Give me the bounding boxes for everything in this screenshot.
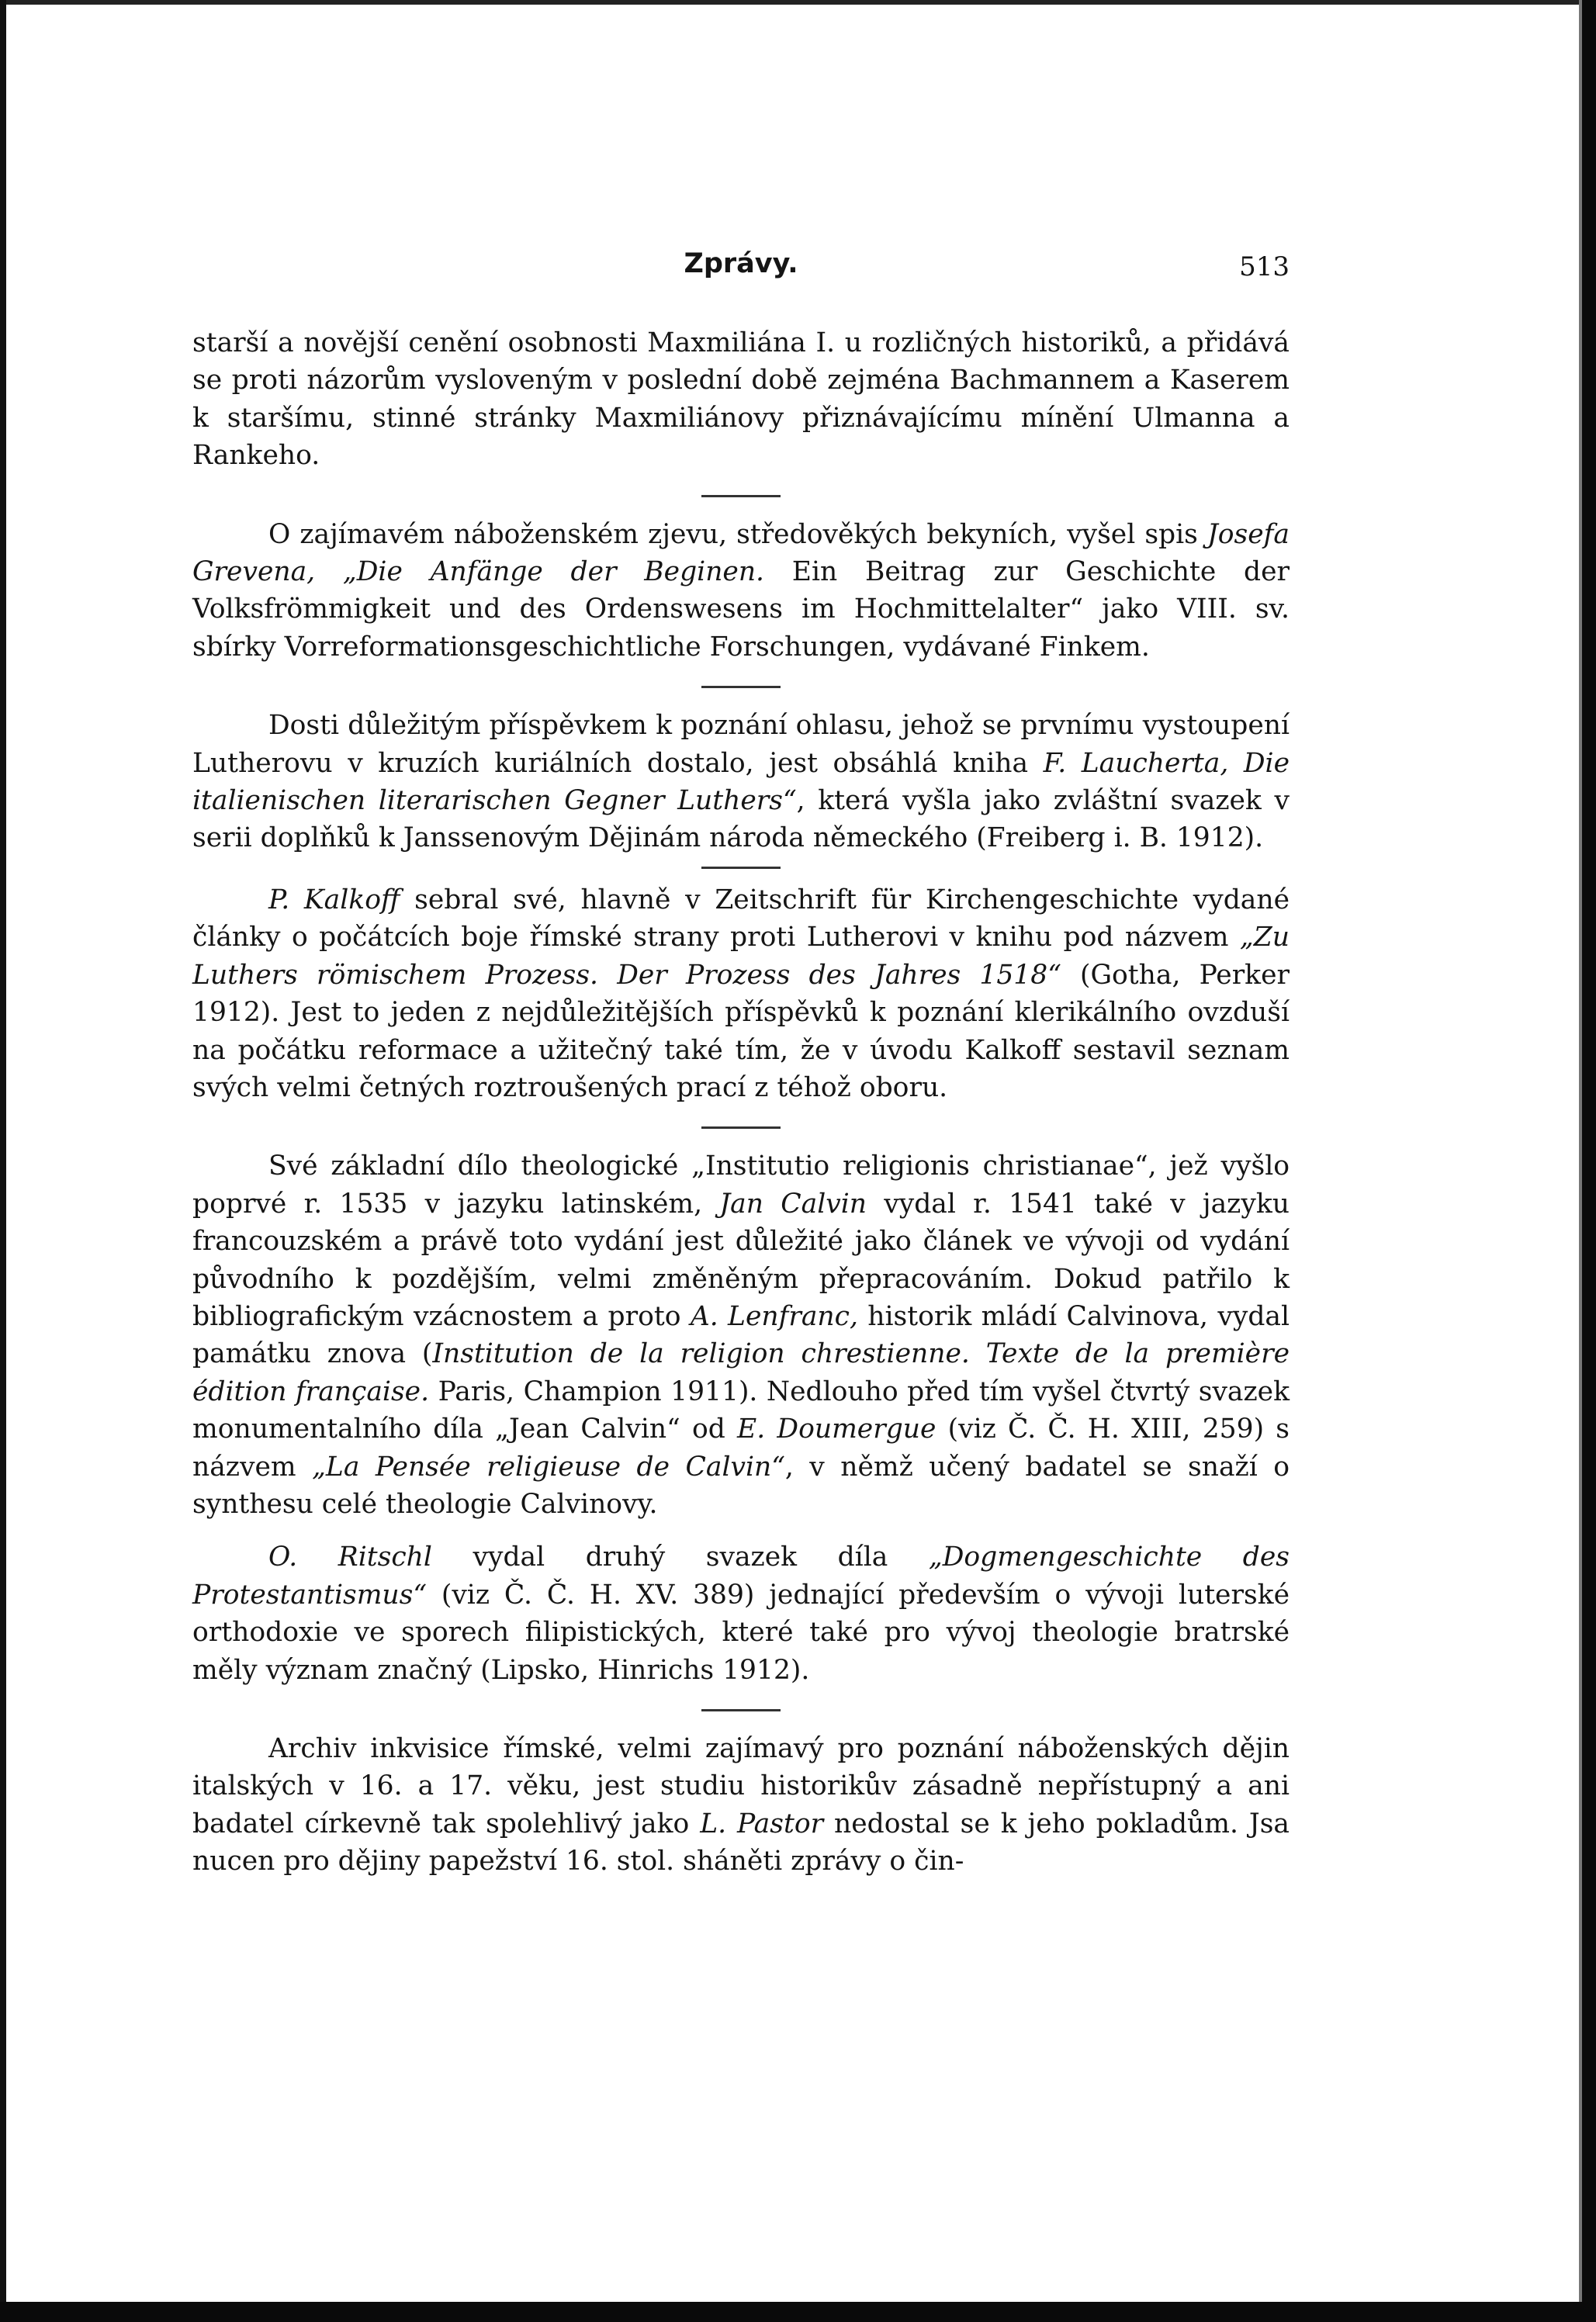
text-run: (viz Č. Č. H. XIII, 259) s názvem — [192, 1414, 1290, 1483]
text-run: vydal r. 1541 také v jazyku francouzském a právě toto vydání jest důležité jako článek ve vývoji od vydání původního k pozdějším, velmi změněným přepracováním. Dokud patřilo k bibliografickým vzácnostem a proto — [192, 1188, 1290, 1332]
paragraph — [192, 1538, 1290, 1689]
separator-rule — [701, 686, 781, 688]
text-run: (viz Č. Č. H. XV. 389) jednající především o vývoji luterské orthodoxie ve sporech filipistických, které také pro vývoj theologie bratrské měly význam značný (Lipsko, Hinrichs 1912). — [192, 1579, 1290, 1686]
text-run: starší a novější cenění osobnosti Maxmiliána I. u rozličných historiků, a přidává se proti názorům vysloveným v poslední době zejména Bachmannem a Kaserem k staršímu, stinné stránky Maxmiliánovy přiznávajícímu mínění Ulmanna a Rankeho. — [192, 327, 1290, 472]
running-header — [192, 248, 1290, 287]
text-run: , v němž učený badatel se snaží o synthesu celé theologie Calvinovy. — [192, 1451, 1290, 1520]
text-run: O zajímavém náboženském zjevu, středověkých bekyních, vyšel spis — [268, 518, 1207, 550]
text-run: , která vyšla jako zvláštní svazek v serii doplňků k Janssenovým Dějinám národa německého (Freiberg i. B. 1912). — [192, 785, 1290, 854]
italic-text-run: E. Doumergue — [737, 1414, 936, 1445]
italic-text-run: Jan Calvin — [719, 1188, 867, 1220]
italic-text-run: Josefa Grevena, „Die Anfänge der Beginen. — [192, 518, 1290, 588]
italic-text-run: O. Ritschl — [268, 1542, 432, 1573]
paragraph — [192, 881, 1290, 1106]
text-run: Dosti důležitým příspěvkem k poznání ohlasu, jehož se prvnímu vystoupení Lutherovu v kruzích kuriálních dostalo, jest obsáhlá kniha — [192, 710, 1290, 779]
text-run: (Gotha, Perker 1912). Jest to jeden z nejdůležitějších příspěvků k poznání klerikálního ovzduší na počátku reformace a užitečný také tím, že v úvodu Kalkoff sestavil seznam svých velmi četných roztroušených prací z téhož oboru. — [192, 959, 1290, 1103]
italic-text-run: F. Laucherta, Die italienischen literarischen Gegner Luthers“ — [192, 747, 1290, 817]
scan-edge-bottom — [0, 2302, 1596, 2322]
separator-rule — [701, 1709, 781, 1711]
text-run: Ein Beitrag zur Geschichte der Volksfrömmigkeit und des Ordenswesens im Hochmittelalter“ jako VIII. sv. sbírky Vorreformationsgeschichtliche Forschungen, vydávané Finkem. — [192, 556, 1290, 663]
paragraph — [192, 1730, 1290, 1881]
paragraph — [192, 707, 1290, 857]
text-run: Své základní dílo theologické „Institutio religionis christianae“, jež vyšlo poprvé r. 1535 v jazyku latinském, — [192, 1151, 1290, 1220]
page-number: 513 — [1239, 251, 1290, 282]
text-run: historik mládí Calvinova, vydal památku znova ( — [192, 1300, 1290, 1370]
text-run: sebral své, hlavně v Zeitschrift für Kirchengeschichte vydané články o počátcích boje římské strany proti Lutherovi v knihu pod názvem — [192, 884, 1290, 953]
paragraph — [192, 516, 1290, 666]
italic-text-run: „La Pensée religieuse de Calvin“ — [312, 1451, 785, 1483]
italic-text-run: „Dogmengeschichte des Protestantismus“ — [192, 1542, 1290, 1611]
text-run: nedostal se k jeho pokladům. Jsa nucen pro dějiny papežství 16. stol. sháněti zprávy o čin- — [192, 1808, 1290, 1877]
separator-rule — [701, 1126, 781, 1129]
separator-rule — [701, 867, 781, 869]
scan-edge-right — [1582, 0, 1596, 2322]
paragraph — [192, 1147, 1290, 1523]
scan-edge-left — [0, 0, 6, 2322]
italic-text-run: „Zu Luthers römischem Prozess. Der Prozess des Jahres 1518“ — [192, 922, 1290, 991]
page-body — [192, 324, 1290, 1881]
italic-text-run: P. Kalkoff — [268, 884, 400, 915]
text-run: Archiv inkvisice římské, velmi zajímavý pro poznání náboženských dějin italských v 16. a 17. věku, jest studiu historikův zásadně nepřístupný a ani badatel církevně tak spolehlivý jako — [192, 1733, 1290, 1839]
running-header-title: Zprávy. — [684, 248, 798, 279]
scan-edge-top — [0, 0, 1596, 5]
italic-text-run: Institution de la religion chrestienne. Texte de la première édition française. — [192, 1338, 1290, 1407]
separator-rule — [701, 495, 781, 497]
text-run: Paris, Champion 1911). Nedlouho před tím vyšel čtvrtý svazek monumentalního díla „Jean Calvin“ od — [192, 1376, 1290, 1445]
italic-text-run: A. Lenfranc, — [690, 1300, 858, 1332]
italic-text-run: L. Pastor — [700, 1808, 824, 1839]
paragraph — [192, 324, 1290, 475]
text-run: vydal druhý svazek díla — [431, 1542, 929, 1573]
